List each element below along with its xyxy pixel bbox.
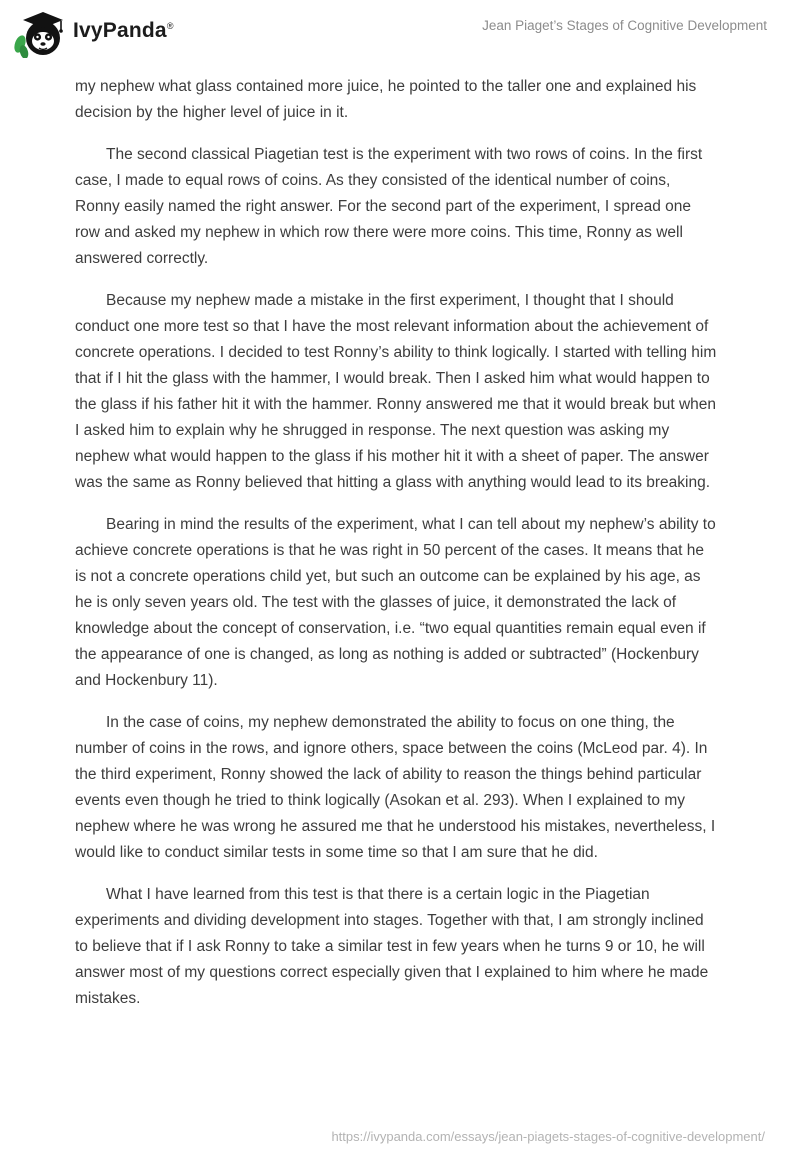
paragraph: Bearing in mind the results of the experiment, what I can tell about my nephew’s ability to achieve concrete operations is that he was right in 50 percent of the cases. It means that he is not a concrete operations child yet, but such an outcome can be explained by his age, as he is only seven years old. The test with the glasses of juice, it demonstrated the lack of knowledge about the concept of conservation, i.e. “two equal quantities remain equal even if the appearance of one is changed, as long as nothing is added or subtracted” (Hockenbury and Hockenbury 11). xyxy=(75,516,716,689)
paragraph-continuation: my nephew what glass contained more juice, he pointed to the taller one and explained his decision by the higher level of juice in it. xyxy=(75,78,697,121)
source-url[interactable]: https://ivypanda.com/essays/jean-piagets-stages-of-cognitive-development/ xyxy=(331,1129,765,1144)
page-header xyxy=(0,0,800,62)
ivypanda-logo[interactable] xyxy=(13,10,174,58)
paragraph: In the case of coins, my nephew demonstrated the ability to focus on one thing, the number of coins in the rows, and ignore others, space between the coins (McLeod par. 4). In the third experiment, Ronny showed the lack of ability to reason the things behind particular events even though he tried to think logically (Asokan et al. 293). When I explained to my nephew where he was wrong he assured me that he understood his mistakes, nevertheless, I would like to conduct similar tests in some time so that I am sure that he did. xyxy=(75,714,716,861)
paragraph: What I have learned from this test is that there is a certain logic in the Piagetian experiments and dividing development into stages. Together with that, I am strongly inclined to believe that if I ask Ronny to take a similar test in few years when he turns 9 or 10, he will answer most of my questions correct especially given that I explained to him where he made mistakes. xyxy=(75,886,709,1007)
paragraph: Because my nephew made a mistake in the first experiment, I thought that I should conduct one more test so that I have the most relevant information about the achievement of concrete operations. I decided to test Ronny’s ability to think logically. I started with telling him that if I hit the glass with the hammer, I would break. Then I asked him what would happen to the glass if his father hit it with the hammer. Ronny answered me that it would break but when I asked him to explain why he shrugged in response. The next question was asking my nephew what would happen to the glass if his mother hit it with a sheet of paper. The answer was the same as Ronny believed that hitting a glass with anything would lead to its breaking. xyxy=(75,292,717,491)
essay-body xyxy=(75,74,717,1028)
registered-mark: ® xyxy=(166,21,174,31)
paragraph: The second classical Piagetian test is the experiment with two rows of coins. In the first case, I made to equal rows of coins. As they consisted of the identical number of coins, Ronny easily named the right answer. For the second part of the experiment, I spread one row and asked my nephew in which row there were more coins. This time, Ronny as well answered correctly. xyxy=(75,146,703,267)
brand-name: IvyPanda® xyxy=(73,19,174,42)
document-title: Jean Piaget’s Stages of Cognitive Development xyxy=(482,18,767,33)
panda-graduate-icon xyxy=(13,10,65,58)
